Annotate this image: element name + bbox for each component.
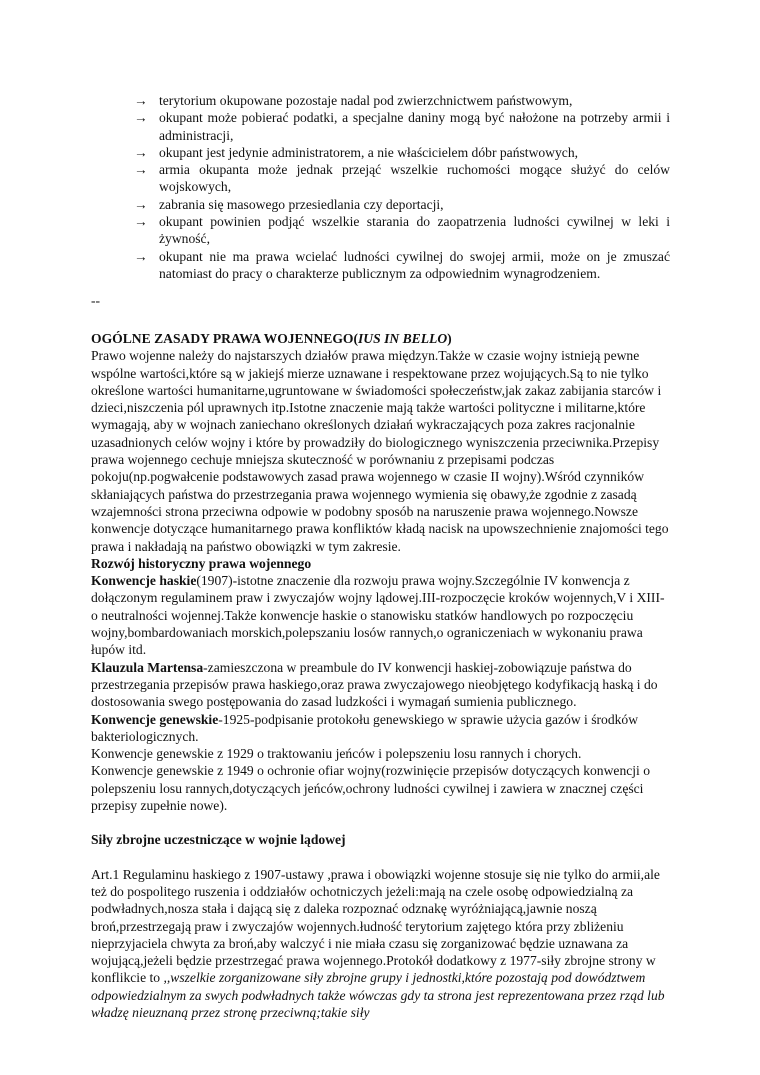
geneva-1929-paragraph: Konwencje genewskie z 1929 o traktowaniu jeńców i polepszeniu losu rannych i chorych. [91, 746, 582, 762]
section-heading: OGÓLNE ZASADY PRAWA WOJENNEGO(IUS IN BELLO) [91, 331, 452, 346]
main-text [91, 330, 671, 1021]
geneva-1949-paragraph: Konwencje genewskie z 1949 o ochronie ofiar wojny(rozwinięcie przepisów dotyczących konwencji o polepszeniu losu rannych,dotyczących jeńców,ochrony ludności cywilnej i zawiera w znacznej części przepisy zupełnie nowe). [91, 763, 651, 814]
martens-paragraph: Klauzula Martensa-zamieszczona w preambule do IV konwencji haskiej-zobowiązuje państwa do przestrzegania przepisów prawa haskiego,oraz prawa zwyczajowego nieobjętego kodyfikacją haską i do dostosowania swego postępowania do zasad ludzkości i wymagań sumienia publicznego. [91, 659, 658, 710]
history-heading: Rozwój historyczny prawa wojennego [91, 555, 312, 571]
list-item: → terytorium okupowane pozostaje nadal pod zwierzchnictwem państwowym, [134, 93, 573, 108]
list-item: → okupant nie ma prawa wcielać ludności cywilnej do swojej armii, może on je zmuszać natomiast do pracy o charakterze publicznym za odpowiednim wynagrodzeniem. [134, 248, 670, 281]
haga-paragraph: Konwencje haskie(1907)-istotne znaczenie dla rozwoju prawa wojny.Szczególnie IV konwencja z dołączonym regulaminem praw i zwyczajów wojny lądowej.III-rozpoczęcie kroków wojennych,V i XIII-o neutralności wojennej.Także konwencje haskie o stanowisku statków handlowych po rozpoczęciu wojny,bombardowaniach morskich,polepszaniu losów rannych,o ograniczeniach w wykonaniu prawa łupów itd. [91, 573, 665, 658]
list-item: → okupant powinien podjąć wszelkie starania do zaopatrzenia ludności cywilnej w leki i żywność, [134, 214, 670, 247]
arrow-bullet-icon: → [134, 196, 148, 212]
forces-heading: Siły zbrojne uczestniczące w wojnie lądowej [91, 832, 346, 848]
arrow-bullet-icon: → [134, 248, 148, 264]
arrow-bullet-icon: → [134, 144, 148, 160]
arrow-bullet-icon: → [134, 214, 148, 230]
arrow-bullet-icon: → [134, 93, 148, 108]
geneva-paragraph: Konwencje genewskie-1925-podpisanie protokołu genewskiego w sprawie użycia gazów i środków bakteriologicznych. [91, 711, 639, 744]
art1-paragraph: Art.1 Regulaminu haskiego z 1907-ustawy ,prawa i obowiązki wojenne stosuje się nie tylko do armii,ale też do pospolitego ruszenia i oddziałów ochotniczych jeżeli:mają na czele osobę odpowiedzialną za podwładnych,nosza stała i dającą się z daleka rozpoznać odznakę wyróżniającą,jawnie noszą broń,przestrzegają praw i zwyczajów wojennych.łudność terytorium zajętego która przy zbliżeniu nieprzyjaciela chwyta za broń,aby walczyć i nie miała czasu się zorganizować będzie uznawana za wojującą,jeżeli będzie przestrzegać prawa wojennego.Protokół dodatkowy z 1977-siły zbrojne strony w konflikcie to ,,wszelkie zorganizowane siły zbrojne grupy i jednostki,które pozostają pod dowództwem odpowiedzialnym za swych podwładnych także wówczas gdy ta strona jest reprezentowana przez rząd lub władzę nieuznaną przez stronę przeciwną;takie siły [91, 866, 665, 1020]
occupation-rules-list [134, 92, 670, 282]
intro-paragraph: Prawo wojenne należy do najstarszych działów prawa międzyn.Także w czasie wojny istnieją pewne wspólne wartości,które są w jakiejś mierze uznawane i respektowane przez wojujących.Są to nie tylko określone wartości humanitarne,ugruntowane w świadomości społeczeństw,jak zakaz zabijania starców i dzieci,niszczenia pól uprawnych itp.Istotne znaczenie mają także wartości polityczne i militarne,które wymagają, aby w wojnach zaniechano określonych działań wykraczających poza zakres racjonalnie uzasadnionych celów wojny i które by prowadziły do biologicznego wyniszczenia przeciwnika.Przepisy prawa wojennego cechuje mniejsza skuteczność w porównaniu z przepisami podczas pokoju(np.pogwałcenie podstawowych zasad prawa wojennego w czasie II wojny).Wśród czynników skłaniających państwa do przestrzegania prawa wojennego wymienia się obawy,że zgodnie z zasadą wzajemności strona przeciwna odpowie w podobny sposób na naruszenie prawa wojennego.Nowsze konwencje dotyczące humanitarnego prawa konfliktów kładą nacisk na upowszechnienie znajomości tego prawa i nakładają na państwo obowiązki w tym zakresie. [91, 348, 669, 554]
arrow-bullet-icon: → [134, 110, 148, 126]
list-item: → okupant może pobierać podatki, a specjalne daniny mogą być nałożone na potrzeby armii i administracji, [134, 110, 670, 143]
arrow-bullet-icon: → [134, 162, 148, 178]
list-item: → okupant jest jedynie administratorem, a nie właścicielem dóbr państwowych, [134, 144, 579, 160]
list-item: → zabrania się masowego przesiedlania czy deportacji, [134, 196, 444, 212]
list-item: → armia okupanta może jednak przejąć wszelkie ruchomości mogące służyć do celów wojskowych, [134, 162, 670, 195]
separator: -- [91, 293, 101, 308]
